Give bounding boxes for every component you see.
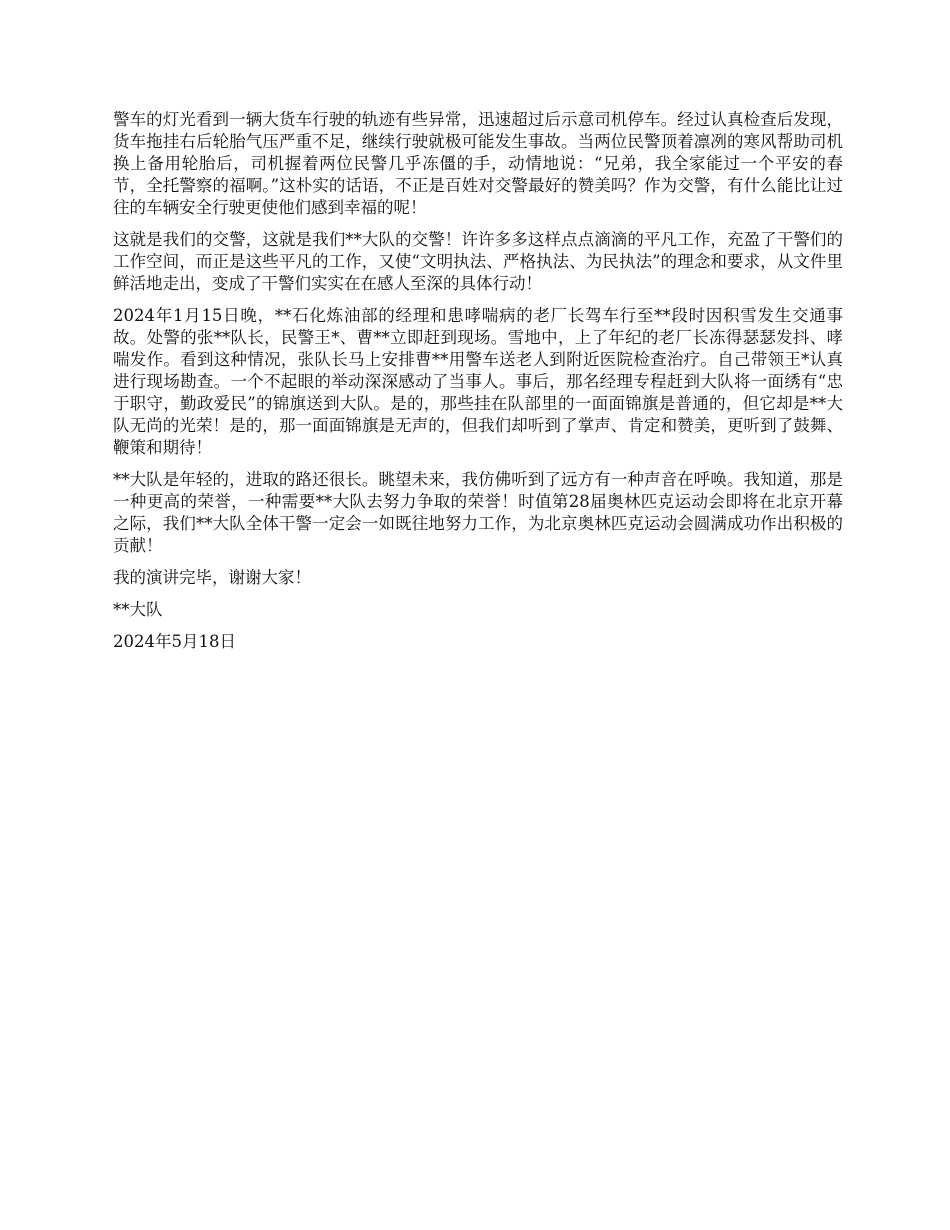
closing-line: 我的演讲完毕，谢谢大家！ [113,568,311,587]
signature: **大队 [113,600,163,619]
paragraph-3: 2024年1月15日晚，**石化炼油部的经理和患哮喘病的老厂长驾车行至**段时因积雪发生交通事故。处警的张**队长，民警王*、曹**立即赶到现场。雪地中，上了年纪的老厂长冻得瑟瑟发抖、哮喘发作。看到这种情况，张队长马上安排曹**用警车送老人到附近医院检查治疗。自己带领王*认真进行现场勘查。一个不起眼的举动深深感动了当事人。事后，那名经理专程赶到大队将一面绣有“忠于职守，勤政爱民”的锦旗送到大队。是的，那些挂在队部里的一面面锦旗是普通的，但它却是**大队无尚的光荣！是的，那一面面锦旗是无声的，但我们却听到了掌声、肯定和赞美，更听到了鼓舞、鞭策和期待！ [113,306,843,457]
document-body [113,109,843,663]
paragraph-1: 警车的灯光看到一辆大货车行驶的轨迹有些异常，迅速超过后示意司机停车。经过认真检查后发现，货车拖挂右后轮胎气压严重不足，继续行驶就极可能发生事故。当两位民警顶着凛冽的寒风帮助司机换上备用轮胎后，司机握着两位民警几乎冻僵的手，动情地说：“兄弟，我全家能过一个平安的春节，全托警察的福啊。”这朴实的话语，不正是百姓对交警最好的赞美吗？作为交警，有什么能比让过往的车辆安全行驶更使他们感到幸福的呢！ [113,110,843,217]
date: 2024年5月18日 [113,632,236,651]
paragraph-4: **大队是年轻的，进取的路还很长。眺望未来，我仿佛听到了远方有一种声音在呼唤。我知道，那是一种更高的荣誉，一种需要**大队去努力争取的荣誉！时值第28届奥林匹克运动会即将在北京开幕之际，我们**大队全体干警一定会一如既往地努力工作，为北京奥林匹克运动会圆满成功作出积极的贡献！ [113,470,843,555]
paragraph-2: 这就是我们的交警，这就是我们**大队的交警！许许多多这样点点滴滴的平凡工作，充盈了干警们的工作空间，而正是这些平凡的工作，又使“文明执法、严格执法、为民执法”的理念和要求，从文件里鲜活地走出，变成了干警们实实在在感人至深的具体行动！ [113,230,843,293]
